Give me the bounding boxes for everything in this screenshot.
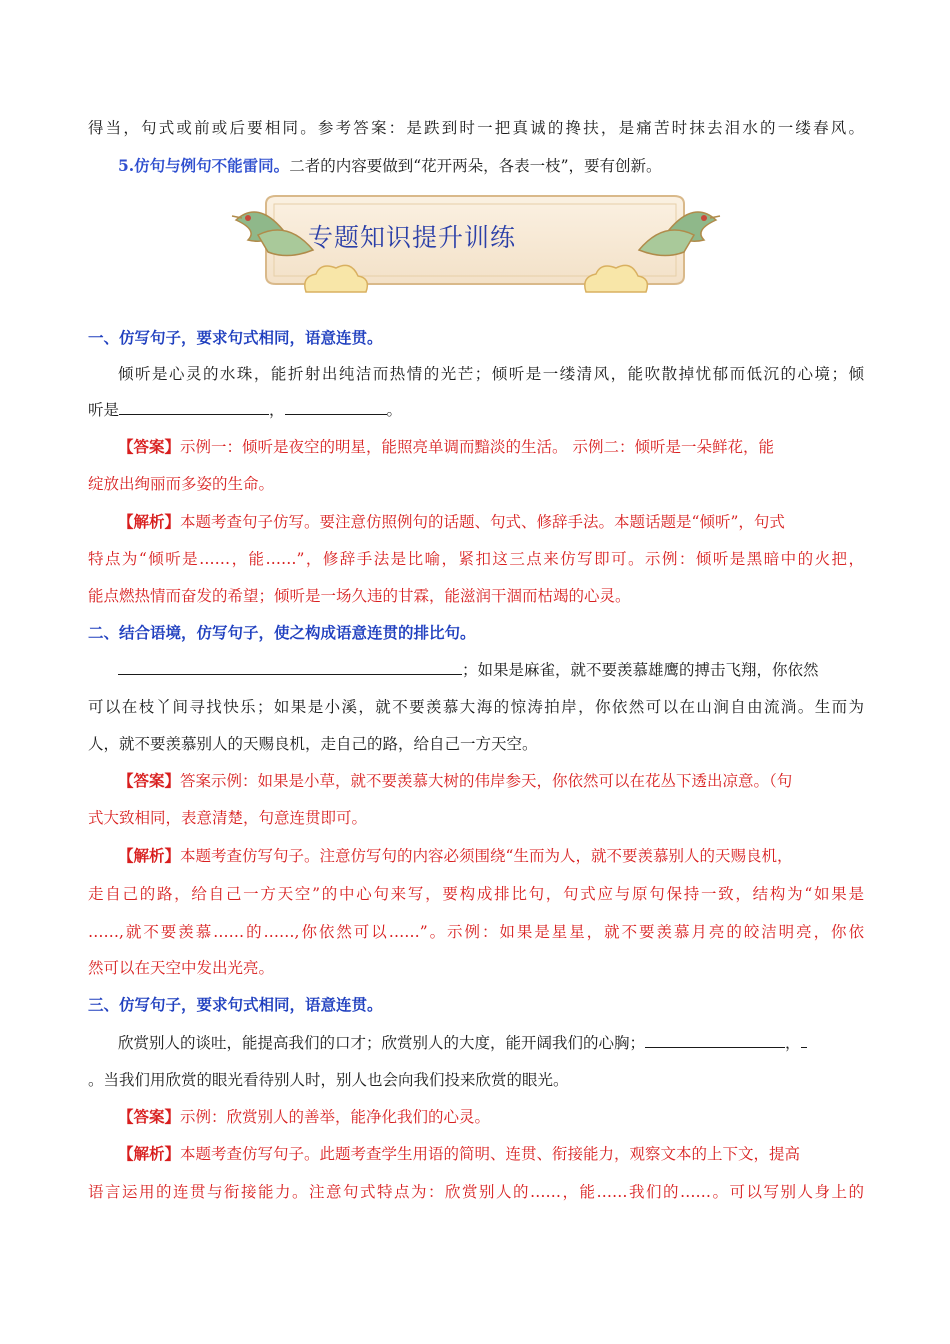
intro-line-1: 得当，句式或前或后要相同。参考答案：是跌到时一把真诚的搀扶，是痛苦时抹去泪水的一缕春风。: [88, 119, 864, 137]
q3-answer-text-1: 示例：欣赏别人的善举，能净化我们的心灵。: [180, 1108, 491, 1126]
q2-blank[interactable]: [118, 660, 462, 675]
q2-analysis-tag: 【解析】: [118, 846, 181, 865]
q1-analysis-tag: 【解析】: [118, 512, 181, 531]
q1-end: 。: [386, 401, 403, 419]
q2-stem-line-2: 可以在枝丫间寻找快乐；如果是小溪，就不要羡慕大海的惊涛拍岸，你依然可以在山涧自由流淌。生而为: [88, 698, 864, 716]
q1-answer-tag: 【答案】: [118, 437, 181, 456]
q2-analysis-line-3: ……,就不要羡慕……的……,你依然可以……”。示例：如果是星星，就不要羡慕月亮的皎洁明亮，你依: [88, 923, 864, 941]
q2-stem-line-3: 人，就不要羡慕别人的天赐良机，走自己的路，给自己一方天空。: [88, 735, 538, 753]
q2-stem-rest: ；如果是麻雀，就不要羡慕雄鹰的搏击飞翔，你依然: [462, 661, 819, 679]
q3-answer-tag: 【答案】: [118, 1107, 181, 1126]
q2-analysis-text-1: 本题考查仿写句子。注意仿写句的内容必须围绕“生而为人，就不要羡慕别人的天赐良机，: [180, 847, 793, 865]
q2-analysis-line-1: [118, 846, 864, 866]
q3-stem-line-2: 。当我们用欣赏的眼光看待别人时，别人也会向我们投来欣赏的眼光。: [88, 1071, 569, 1089]
cloud-ornament-icon: [296, 252, 656, 302]
item5-rest: 二者的内容要做到“花开两朵，各表一枝”，要有创新。: [289, 157, 662, 175]
q1-analysis-text-1: 本题考查句子仿写。要注意仿照例句的话题、句式、修辞手法。本题话题是“倾听”，句式: [180, 513, 785, 531]
q2-answer-tag: 【答案】: [118, 771, 181, 790]
q3-stem-sep: ，: [785, 1034, 801, 1052]
q3-blank-2[interactable]: [801, 1033, 807, 1048]
q3-analysis-tag: 【解析】: [118, 1144, 181, 1163]
q1-blank-1[interactable]: [119, 400, 269, 415]
q3-stem-prefix: 欣赏别人的谈吐，能提高我们的口才；欣赏别人的大度，能开阔我们的心胸；: [118, 1034, 646, 1052]
q3-analysis-text-1: 本题考查仿写句子。此题考查学生用语的简明、连贯、衔接能力，观察文本的上下文，提高: [180, 1145, 801, 1163]
q2-heading: 二、结合语境，仿写句子，使之构成语意连贯的排比句。: [88, 624, 476, 642]
section-banner: [226, 190, 724, 302]
q3-stem-line-1: [118, 1033, 864, 1053]
q3-heading: 三、仿写句子，要求句式相同，语意连贯。: [88, 996, 383, 1014]
q1-analysis-line-2: 特点为“倾听是……，能……”，修辞手法是比喻，紧扣这三点来仿写即可。示例：倾听是黑暗中的火把，: [88, 550, 864, 568]
intro-item-5: [118, 156, 864, 176]
q3-analysis-line-2: 语言运用的连贯与衔接能力。注意句式特点为：欣赏别人的……，能……我们的……。可以写别人身上的: [88, 1183, 864, 1201]
q2-answer-text-1: 答案示例：如果是小草，就不要羡慕大树的伟岸参天，你依然可以在花丛下透出凉意。（句: [180, 772, 793, 790]
q2-answer-line-1: [118, 771, 864, 791]
q1-answer-line-1: [118, 437, 864, 457]
q3-blank-1[interactable]: [645, 1033, 785, 1048]
item5-prefix: 5.仿句与例句不能雷同。: [118, 156, 290, 175]
q3-answer-line-1: [118, 1107, 864, 1127]
q2-analysis-line-4: 然可以在天空中发出光亮。: [88, 959, 275, 977]
q1-heading: 一、仿写句子，要求句式相同，语意连贯。: [88, 329, 383, 347]
q1-stem-line-1: 倾听是心灵的水珠，能折射出纯洁而热情的光芒；倾听是一缕清风，能吹散掉忧郁而低沉的心境；倾: [118, 365, 864, 383]
q1-blank-2[interactable]: [285, 400, 387, 415]
q2-stem-line-1: [118, 660, 864, 680]
banner-title: 专题知识提升训练: [308, 223, 517, 252]
q2-analysis-line-2: 走自己的路，给自己一方天空”的中心句来写，要构成排比句，句式应与原句保持一致，结构为“如果是: [88, 885, 864, 903]
q1-sep: ，: [269, 401, 285, 419]
q3-analysis-line-1: [118, 1144, 864, 1164]
q1-analysis-line-1: [118, 512, 864, 532]
q2-answer-line-2: 式大致相同，表意清楚，句意连贯即可。: [88, 809, 368, 827]
q1-stem-prefix: 听是: [88, 401, 120, 419]
q1-stem-line-2: [88, 400, 864, 420]
q1-answer-line-2: 绽放出绚丽而多姿的生命。: [88, 475, 275, 493]
q1-answer-text-1: 示例一：倾听是夜空的明星，能照亮单调而黯淡的生活。 示例二：倾听是一朵鲜花，能: [180, 438, 774, 456]
q1-analysis-line-3: 能点燃热情而奋发的希望；倾听是一场久违的甘霖，能滋润干涸而枯竭的心灵。: [88, 587, 631, 605]
